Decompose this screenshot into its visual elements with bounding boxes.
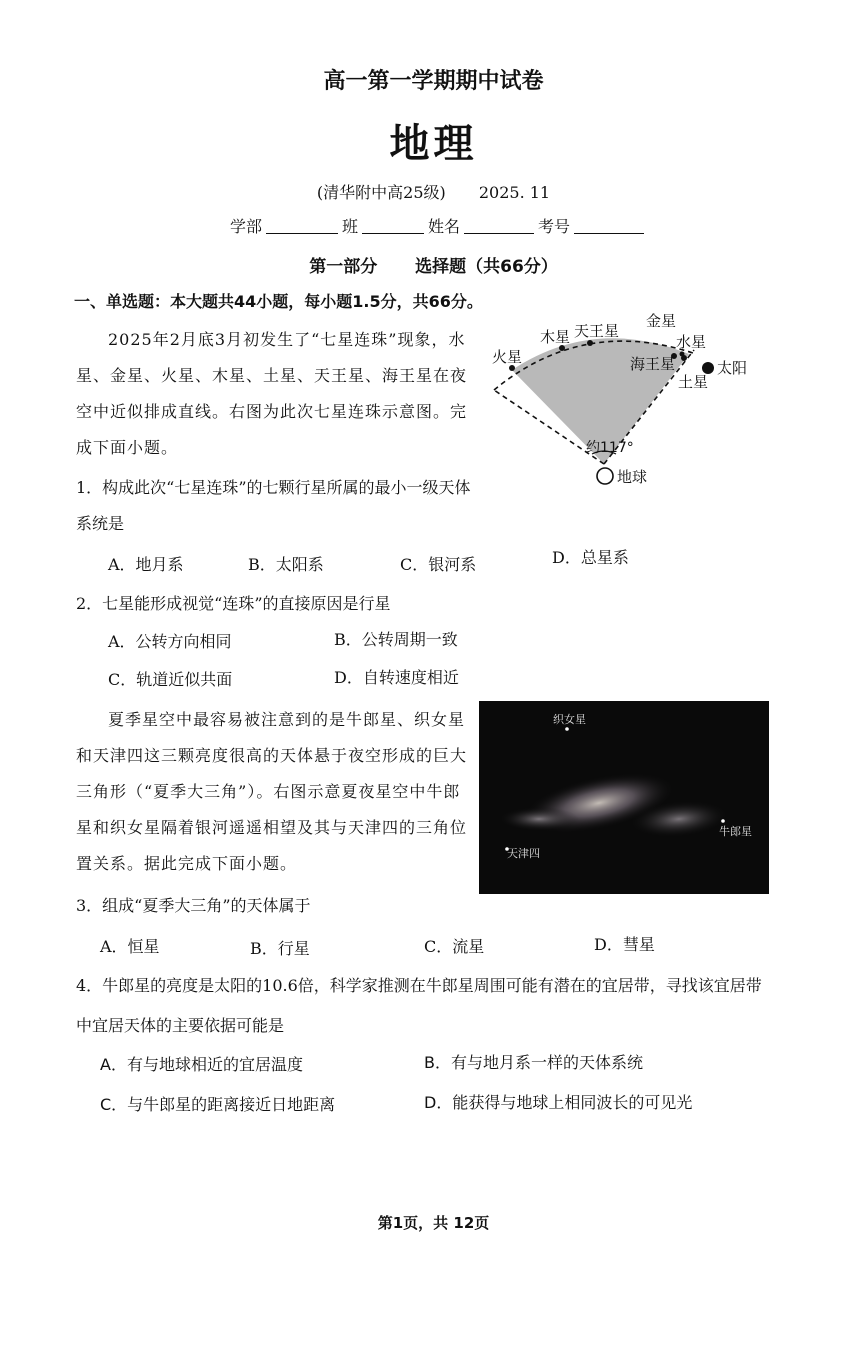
- q4-option-b[interactable]: B．有与地月系一样的天体系统: [424, 1053, 643, 1072]
- question-2-stem: 2．七星能形成视觉“连珠”的直接原因是行星: [76, 594, 391, 613]
- student-info: [230, 214, 648, 237]
- label-angle: 约117°: [586, 440, 634, 456]
- label-vega: 织女星: [553, 713, 586, 726]
- passage-1: 2025年2月底3月初发生了“七星连珠”现象，水星、金星、火星、木星、土星、天王星、海王星在夜空中近似排成直线。右图为此次七星连珠示意图。完成下面小题。: [76, 330, 468, 457]
- label-altair: 牛郎星: [719, 825, 752, 838]
- q4-option-d[interactable]: D．能获得与地球上相同波长的可见光: [424, 1093, 693, 1112]
- summer-triangle-photo: [479, 701, 769, 894]
- field-label-id: 考号: [538, 217, 571, 236]
- q2-option-a[interactable]: A．公转方向相同: [108, 632, 232, 651]
- exam-title: 高一第一学期期中试卷: [323, 69, 544, 94]
- q2-option-c[interactable]: C．轨道近似共面: [108, 670, 233, 689]
- q4-option-a[interactable]: A．有与地球相近的宜居温度: [100, 1055, 303, 1074]
- altair-star: [721, 819, 725, 823]
- uranus-dot: [587, 340, 593, 346]
- mercury-dot: [680, 352, 685, 357]
- label-mars: 火星: [492, 348, 523, 366]
- q3-option-d[interactable]: D．彗星: [594, 935, 655, 954]
- label-neptune: 海王星: [630, 355, 676, 373]
- question-1-stem: 1．构成此次“七星连珠”的七颗行星所属的最小一级天体系统是: [76, 478, 471, 533]
- label-venus: 金星: [646, 312, 677, 330]
- q1-option-c[interactable]: C．银河系: [400, 555, 477, 574]
- vega-star: [565, 727, 569, 731]
- part-heading: [0, 252, 867, 277]
- passage-2: 夏季星空中最容易被注意到的是牛郎星、织女星和天津四这三颗亮度很高的天体悬于夜空形成的巨大三角形（“夏季大三角”）。右图示意夏夜星空中牛郎星和织女星隔着银河遥遥相望及其与天津四的三角位置关系。据此完成下面小题。: [76, 710, 468, 873]
- label-saturn: 土星: [678, 373, 709, 391]
- blank-class[interactable]: [362, 217, 424, 234]
- school-line: [0, 180, 867, 203]
- section-heading: 一、单选题：本大题共44小题，每小题1.5分，共66分。: [74, 292, 483, 311]
- label-mercury: 水星: [676, 333, 707, 351]
- q1-option-b[interactable]: B．太阳系: [248, 555, 324, 574]
- part-name: 选择题（共66分）: [415, 257, 558, 277]
- blank-id[interactable]: [574, 217, 644, 234]
- q2-option-b[interactable]: B．公转周期一致: [334, 630, 458, 649]
- night-sky-image: [479, 701, 769, 894]
- q4-option-c[interactable]: C．与牛郎星的距离接近日地距离: [100, 1095, 336, 1114]
- field-label-name: 姓名: [428, 217, 461, 236]
- milky-way-left: [499, 807, 579, 831]
- exam-date: 2025. 11: [478, 183, 551, 202]
- earth-icon: [597, 468, 613, 484]
- label-jupiter: 木星: [540, 328, 571, 346]
- q3-option-c[interactable]: C．流星: [424, 937, 485, 956]
- school-name: (清华附中高25级): [316, 183, 446, 202]
- label-sun: 太阳: [717, 359, 748, 377]
- blank-dept[interactable]: [266, 217, 338, 234]
- question-4-stem: 4．牛郎星的亮度是太阳的10.6倍，科学家推测在牛郎星周围可能有潜在的宜居带，寻找该宜居带中宜居天体的主要依据可能是: [76, 976, 762, 1035]
- label-uranus: 天王星: [574, 322, 620, 340]
- q1-option-a[interactable]: A．地月系: [108, 555, 184, 574]
- field-label-class: 班: [342, 217, 359, 236]
- q3-option-a[interactable]: A．恒星: [100, 937, 160, 956]
- exam-subject: 地理: [389, 121, 478, 167]
- q3-option-b[interactable]: B．行星: [250, 939, 310, 958]
- question-3-stem: 3．组成“夏季大三角”的天体属于: [76, 896, 311, 915]
- label-deneb: 天津四: [507, 847, 540, 860]
- seven-planets-diagram: [484, 306, 774, 496]
- part-label: 第一部分: [309, 257, 378, 277]
- label-earth: 地球: [617, 468, 648, 486]
- field-label-dept: 学部: [230, 217, 263, 236]
- blank-name[interactable]: [464, 217, 534, 234]
- page-footer: 第1页，共 12页: [377, 1214, 490, 1232]
- q1-option-d[interactable]: D．总星系: [552, 548, 629, 567]
- q2-option-d[interactable]: D．自转速度相近: [334, 668, 459, 687]
